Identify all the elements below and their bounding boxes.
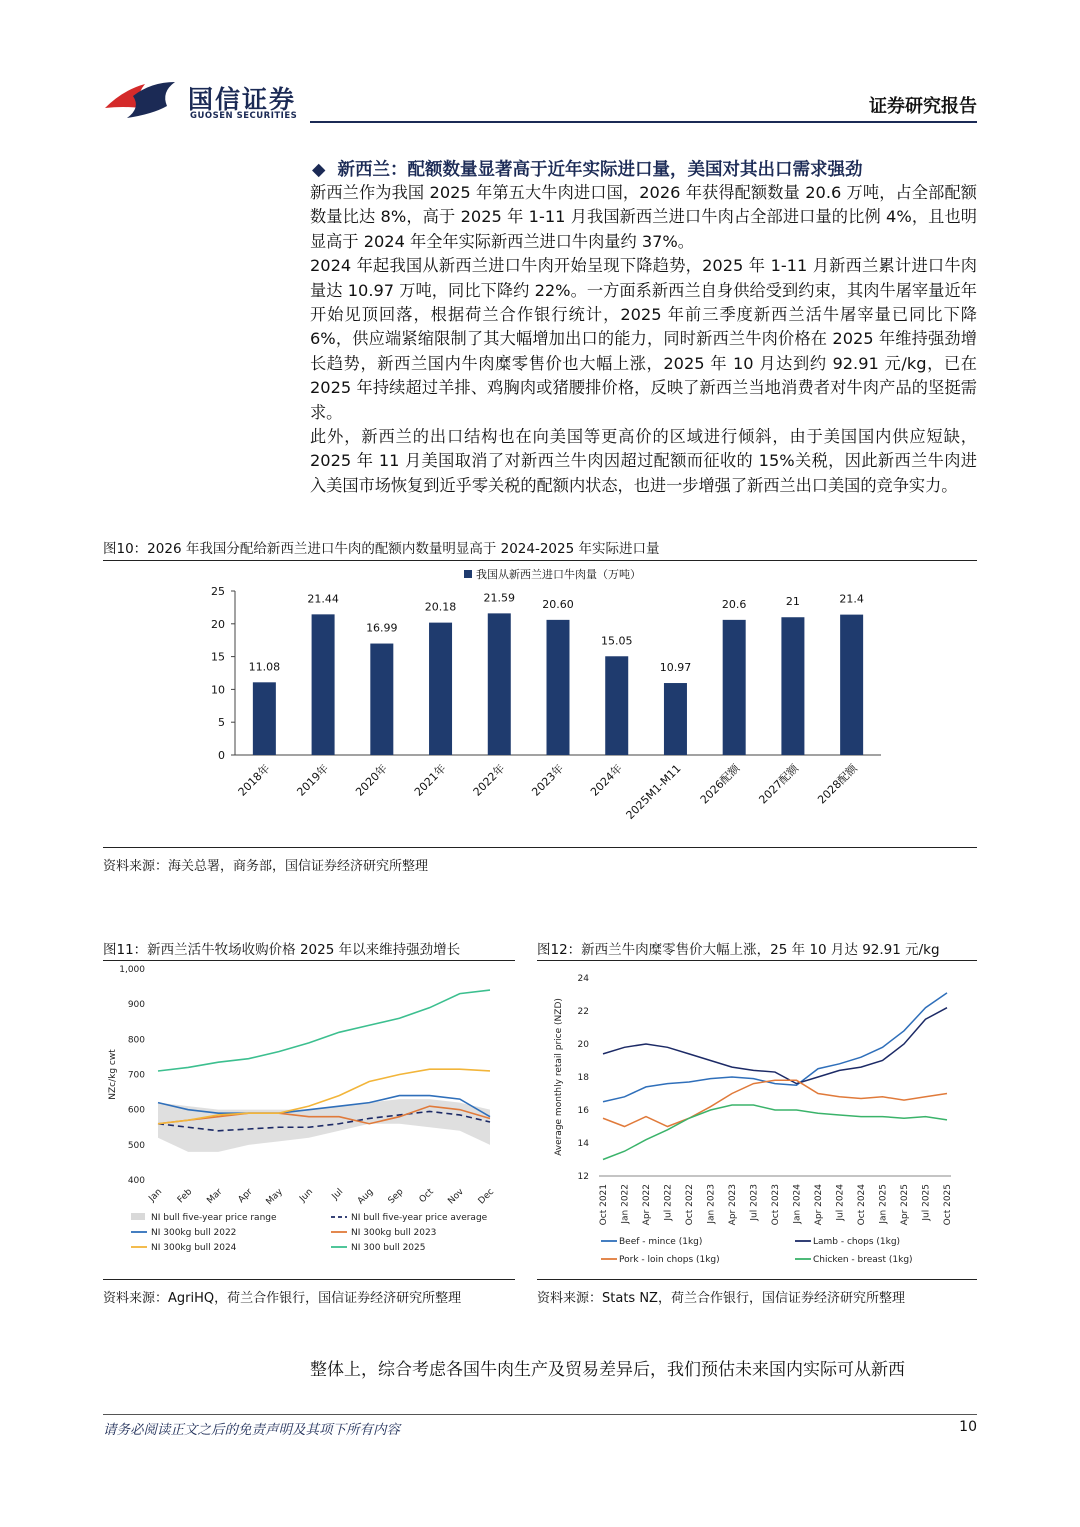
x-tick-label: Aug bbox=[355, 1187, 376, 1207]
bar-value-label: 15.05 bbox=[600, 634, 633, 648]
bar-value-label: 21.4 bbox=[839, 592, 864, 606]
logo-english-name: GUOSEN SECURITIES bbox=[190, 111, 298, 121]
y-tick-label: 15 bbox=[211, 650, 225, 664]
x-tick-label: Feb bbox=[175, 1187, 195, 1206]
fig11-title: 图11：新西兰活牛牧场收购价格 2025 年以来维持强劲增长 bbox=[103, 942, 461, 958]
y-tick-label: 22 bbox=[577, 1007, 589, 1017]
x-tick-label: Nov bbox=[446, 1187, 466, 1207]
x-tick-label: Jul 2024 bbox=[835, 1184, 846, 1221]
x-tick-label: Oct 2024 bbox=[857, 1184, 867, 1226]
header-rule bbox=[310, 121, 977, 123]
section-heading bbox=[312, 156, 982, 181]
x-tick-label: May bbox=[264, 1187, 285, 1208]
x-tick-label: Jul 2022 bbox=[663, 1184, 674, 1221]
x-tick-label: Jun bbox=[298, 1187, 316, 1205]
bar-6 bbox=[605, 656, 628, 755]
bar-value-label: 21.44 bbox=[307, 592, 339, 606]
y-tick-label: 16 bbox=[577, 1106, 589, 1116]
legend-swatch bbox=[131, 1213, 145, 1220]
bar-value-label: 16.99 bbox=[366, 621, 398, 635]
y-tick-label: 24 bbox=[577, 974, 589, 984]
x-tick-label: Oct 2021 bbox=[599, 1184, 609, 1226]
x-tick-label: 2025M1-M11 bbox=[623, 761, 684, 822]
y-tick-label: 14 bbox=[577, 1139, 589, 1149]
series-line-0 bbox=[603, 993, 947, 1102]
y-tick-label: 18 bbox=[577, 1073, 589, 1083]
guosen-logo-mark bbox=[103, 78, 183, 120]
y-tick-label: 700 bbox=[127, 1070, 145, 1081]
x-tick-label: Jul 2023 bbox=[749, 1184, 760, 1221]
report-type: 证券研究报告 bbox=[869, 96, 977, 117]
section-heading-text: 新西兰：配额数量显著高于近年实际进口量，美国对其出口需求强劲 bbox=[337, 160, 863, 180]
page-number: 10 bbox=[959, 1419, 977, 1435]
y-tick-label: 25 bbox=[211, 585, 225, 598]
y-tick-label: 10 bbox=[211, 683, 225, 697]
x-tick-label: Mar bbox=[205, 1187, 225, 1207]
x-tick-label: Jan 2025 bbox=[878, 1184, 889, 1224]
fig10-source: 资料来源：海关总署，商务部，国信证券经济研究所整理 bbox=[103, 859, 429, 874]
y-tick-label: 0 bbox=[218, 749, 225, 762]
x-tick-label: 2021年 bbox=[411, 761, 449, 799]
bar-value-label: 20.6 bbox=[721, 597, 747, 611]
footer-rule bbox=[103, 1414, 977, 1415]
x-tick-label: 2023年 bbox=[529, 761, 567, 799]
paragraph-2: 2024 年起我国从新西兰进口牛肉开始呈现下降趋势，2025 年 1-11 月新西兰累计进口牛肉量达 10.97 万吨，同比下降约 22%。一方面系新西兰自身供给受到约束，其肉牛屠宰量近年开始见顶回落，根据荷兰合作银行统计，2025 年前三季度新西兰活牛屠宰量已同比下降 6%，供应端紧缩限制了其大幅增加出口的能力，同时新西兰牛肉价格在 2025 年维持强劲增长趋势，新西兰国内牛肉糜零售价也大幅上涨，2025 年 10 月达到约 92.91 元/kg，已在 2025 年持续超过羊排、鸡胸肉或猪腰排价格，反映了新西兰当地消费者对牛肉产品的坚挺需求。 bbox=[310, 256, 977, 422]
y-tick-label: 12 bbox=[577, 1172, 589, 1182]
x-tick-label: 2020年 bbox=[353, 761, 390, 799]
legend-label: NI 300kg bull 2023 bbox=[351, 1228, 437, 1238]
paragraph-3: 此外，新西兰的出口结构也在向美国等更高价的区域进行倾斜，由于美国国内供应短缺，2025 年 11 月美国取消了对新西兰牛肉因超过配额而征收的 15%关税，因此新西兰牛肉进入美国市场恢复到近乎零关税的配额内状态，也进一步增强了新西兰出口美国的竞争实力。 bbox=[310, 427, 977, 495]
x-tick-label: Jan 2022 bbox=[620, 1184, 631, 1224]
y-axis-title: NZc/kg cwt bbox=[108, 1049, 118, 1100]
x-tick-label: 2028配额 bbox=[815, 761, 860, 807]
legend-label: Pork - loin chops (1kg) bbox=[619, 1255, 720, 1265]
y-tick-label: 600 bbox=[127, 1105, 145, 1116]
bar-1 bbox=[312, 614, 335, 755]
fig10-bar-chart bbox=[103, 562, 977, 846]
bar-value-label: 10.97 bbox=[659, 661, 692, 675]
x-tick-label: Apr 2025 bbox=[900, 1184, 910, 1226]
legend-label: NI 300 bull 2025 bbox=[351, 1243, 426, 1253]
bar-value-label: 21 bbox=[785, 595, 800, 609]
x-tick-label: Apr 2022 bbox=[642, 1184, 652, 1226]
bar-10 bbox=[840, 615, 863, 755]
bar-0 bbox=[253, 682, 276, 755]
x-tick-label: Apr 2024 bbox=[814, 1184, 824, 1226]
series-line-5 bbox=[158, 990, 490, 1071]
x-tick-label: 2022年 bbox=[470, 761, 508, 799]
body-text bbox=[310, 181, 977, 498]
x-tick-label: 2018年 bbox=[235, 761, 273, 799]
y-tick-label: 500 bbox=[127, 1140, 145, 1151]
x-tick-label: Oct 2023 bbox=[771, 1184, 781, 1226]
x-tick-label: 2026配额 bbox=[697, 761, 743, 807]
fig11-top-rule bbox=[103, 960, 515, 961]
x-tick-label: Oct bbox=[417, 1187, 436, 1206]
legend-label: NI 300kg bull 2022 bbox=[151, 1228, 237, 1238]
x-tick-label: Sep bbox=[386, 1187, 406, 1207]
bar-value-label: 21.59 bbox=[483, 591, 516, 605]
bar-value-label: 20.18 bbox=[424, 600, 457, 614]
legend-label: NI bull five-year price average bbox=[351, 1213, 488, 1223]
bar-7 bbox=[664, 683, 687, 755]
bar-value-label: 11.08 bbox=[248, 660, 281, 674]
series-line-1 bbox=[603, 1008, 947, 1084]
footer-disclaimer: 请务必阅读正文之后的免责声明及其项下所有内容 bbox=[103, 1422, 400, 1438]
x-tick-label: 2019年 bbox=[294, 761, 332, 799]
y-tick-label: 800 bbox=[127, 1035, 145, 1046]
fig11-bottom-rule bbox=[103, 1279, 515, 1280]
series-line-3 bbox=[603, 1105, 947, 1159]
y-tick-label: 20 bbox=[211, 617, 225, 631]
y-tick-label: 400 bbox=[127, 1176, 145, 1186]
x-tick-label: Jul bbox=[330, 1187, 346, 1202]
bar-3 bbox=[429, 623, 452, 755]
fig11-line-chart bbox=[103, 962, 515, 1278]
series-line-2 bbox=[603, 1080, 947, 1126]
fig12-source: 资料来源：Stats NZ，荷兰合作银行，国信证券经济研究所整理 bbox=[537, 1291, 905, 1306]
bar-9 bbox=[781, 617, 804, 755]
legend-label: NI bull five-year price range bbox=[151, 1213, 277, 1223]
legend-swatch bbox=[464, 570, 472, 578]
x-tick-label: Jan 2023 bbox=[706, 1184, 717, 1224]
legend-label: Chicken - breast (1kg) bbox=[813, 1255, 913, 1265]
x-tick-label: 2024年 bbox=[588, 761, 625, 799]
fig12-line-chart bbox=[537, 962, 977, 1278]
bar-value-label: 20.60 bbox=[542, 597, 574, 611]
fig12-title: 图12：新西兰牛肉糜零售价大幅上涨，25 年 10 月达 92.91 元/kg bbox=[537, 942, 940, 958]
y-tick-label: 1,000 bbox=[119, 965, 145, 975]
closing-paragraph: 整体上，综合考虑各国牛肉生产及贸易差异后，我们预估未来国内实际可从新西 bbox=[310, 1360, 905, 1380]
legend-label: 我国从新西兰进口牛肉量（万吨） bbox=[476, 568, 641, 581]
y-tick-label: 900 bbox=[127, 1000, 145, 1011]
fig10-bottom-rule bbox=[103, 847, 977, 848]
y-axis-title: Average monthly retail price (NZD) bbox=[554, 998, 564, 1156]
x-tick-label: Apr 2023 bbox=[728, 1184, 738, 1226]
bar-2 bbox=[370, 644, 393, 755]
fig12-top-rule bbox=[537, 960, 977, 961]
fig10-title: 图10：2026 年我国分配给新西兰进口牛肉的配额内数量明显高于 2024-2025 年实际进口量 bbox=[103, 541, 660, 557]
x-tick-label: Jul 2025 bbox=[921, 1184, 932, 1221]
legend-label: Lamb - chops (1kg) bbox=[813, 1237, 901, 1247]
bar-4 bbox=[488, 613, 511, 755]
bar-5 bbox=[547, 620, 570, 755]
fig12-bottom-rule bbox=[537, 1279, 977, 1280]
x-tick-label: Apr bbox=[236, 1187, 255, 1206]
legend-label: NI 300kg bull 2024 bbox=[151, 1243, 237, 1253]
y-tick-label: 20 bbox=[577, 1040, 589, 1050]
fig10-top-rule bbox=[103, 560, 977, 561]
x-tick-label: Dec bbox=[476, 1187, 497, 1207]
x-tick-label: Jan bbox=[147, 1187, 165, 1204]
legend-label: Beef - mince (1kg) bbox=[619, 1237, 703, 1247]
y-tick-label: 5 bbox=[218, 716, 225, 730]
x-tick-label: Oct 2025 bbox=[943, 1184, 953, 1226]
paragraph-1: 新西兰作为我国 2025 年第五大牛肉进口国，2026 年获得配额数量 20.6 万吨，占全部配额数量比达 8%，高于 2025 年 1-11 月我国新西兰进口牛肉占全部进口量的比例 4%，且也明显高于 2024 年全年实际新西兰进口牛肉量约 37%。 bbox=[310, 183, 977, 251]
x-tick-label: Oct 2022 bbox=[685, 1184, 695, 1226]
bar-8 bbox=[723, 620, 746, 755]
logo-chinese-name: 国信证券 bbox=[188, 85, 297, 114]
diamond-bullet-icon: ◆ bbox=[312, 160, 326, 180]
x-tick-label: 2027配额 bbox=[756, 761, 802, 807]
fig11-source: 资料来源：AgriHQ，荷兰合作银行，国信证券经济研究所整理 bbox=[103, 1291, 462, 1306]
x-tick-label: Jan 2024 bbox=[792, 1184, 803, 1224]
